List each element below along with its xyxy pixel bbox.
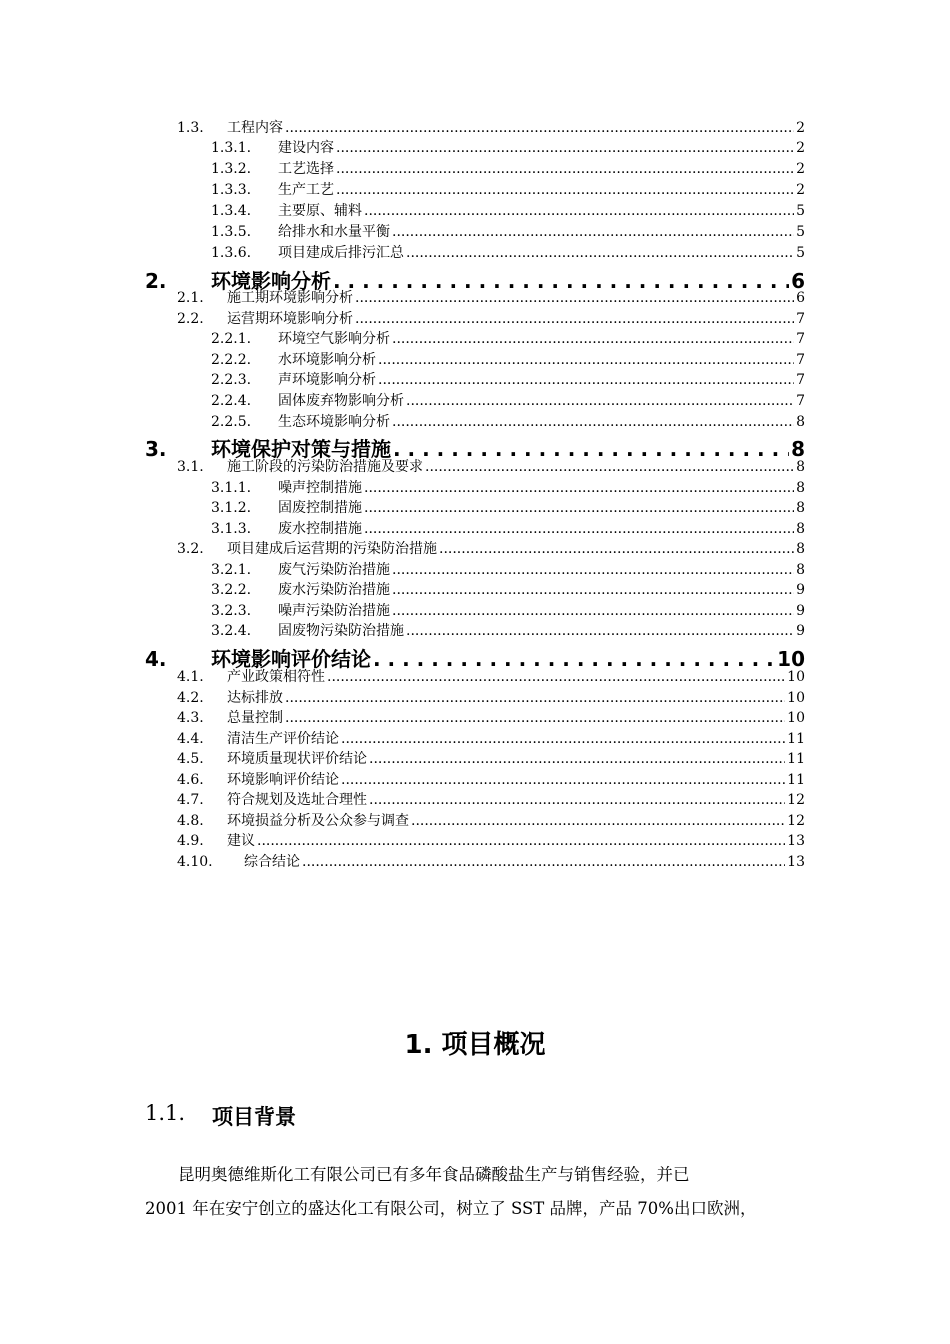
toc-dot-leader <box>392 603 794 619</box>
toc-entry-number: 2.2.5. <box>211 414 252 430</box>
toc-entry-number: 3.2. <box>177 541 204 557</box>
toc-entry-title: 工艺选择 <box>278 161 334 177</box>
toc-entry[interactable] <box>177 789 805 809</box>
toc-entry-title: 达标排放 <box>227 690 283 706</box>
toc-entry[interactable] <box>211 369 805 389</box>
toc-dot-leader <box>341 772 785 788</box>
toc-entry-number: 3.2.4. <box>211 623 252 639</box>
toc-entry-number: 1.3.4. <box>211 203 252 219</box>
toc-page-number: 7 <box>796 352 805 368</box>
toc-entry-number: 1.3.1. <box>211 140 252 156</box>
toc-page-number: 11 <box>787 731 805 747</box>
toc-entry[interactable] <box>211 600 805 620</box>
toc-entry-title: 环境空气影响分析 <box>278 331 390 347</box>
toc-entry-number: 4.7. <box>177 792 204 808</box>
toc-dot-leader <box>369 751 785 767</box>
toc-entry-title: 施工期环境影响分析 <box>227 290 353 306</box>
toc-page-number: 6 <box>791 269 805 293</box>
toc-page-number: 7 <box>796 311 805 327</box>
toc-page-number: 9 <box>796 603 805 619</box>
toc-entry-number: 1.3.6. <box>211 245 252 261</box>
toc-page-number: 2 <box>796 120 805 136</box>
toc-entry-number: 2.2.1. <box>211 331 252 347</box>
toc-entry-title: 总量控制 <box>227 710 283 726</box>
toc-entry[interactable] <box>177 666 805 686</box>
toc-page-number: 12 <box>787 813 805 829</box>
toc-entry-title: 建议 <box>227 833 255 849</box>
toc-page-number: 10 <box>787 690 805 706</box>
toc-entry-number: 4.5. <box>177 751 204 767</box>
toc-entry-title: 项目建成后运营期的污染防治措施 <box>227 541 437 557</box>
toc-entry-number: 2.2.3. <box>211 372 252 388</box>
toc-entry[interactable] <box>211 158 805 178</box>
toc-entry[interactable] <box>211 137 805 157</box>
toc-entry-title: 噪声污染防治措施 <box>278 603 390 619</box>
toc-dot-leader <box>285 690 785 706</box>
toc-entry-title: 声环境影响分析 <box>278 372 376 388</box>
toc-dot-leader <box>378 352 794 368</box>
toc-dot-leader <box>336 161 794 177</box>
toc-entry[interactable] <box>177 287 805 307</box>
toc-page-number: 5 <box>796 224 805 240</box>
toc-dot-leader <box>327 669 785 685</box>
toc-entry[interactable] <box>177 687 805 707</box>
toc-dot-leader <box>285 120 794 136</box>
section-title: 项目背景 <box>212 1105 296 1129</box>
toc-dot-leader <box>364 500 794 516</box>
toc-entry-number: 4. <box>145 647 167 671</box>
toc-entry[interactable] <box>177 538 805 558</box>
toc-entry[interactable] <box>211 349 805 369</box>
body-paragraph-line-1: 昆明奥德维斯化工有限公司已有多年食品磷酸盐生产与销售经验，并已 <box>178 1165 690 1184</box>
toc-dot-leader <box>364 521 794 537</box>
toc-page-number: 12 <box>787 792 805 808</box>
toc-page-number: 11 <box>787 772 805 788</box>
toc-page-number: 8 <box>796 459 805 475</box>
toc-entry-number: 4.6. <box>177 772 204 788</box>
toc-entry-title: 废气污染防治措施 <box>278 562 390 578</box>
toc-entry-title: 废水污染防治措施 <box>278 582 390 598</box>
toc-entry[interactable] <box>177 308 805 328</box>
toc-entry-number: 1.3.2. <box>211 161 252 177</box>
toc-entry-number: 2.2. <box>177 311 204 327</box>
toc-entry[interactable] <box>177 769 805 789</box>
toc-dot-leader <box>302 854 785 870</box>
toc-entry-number: 4.9. <box>177 833 204 849</box>
toc-page-number: 6 <box>796 290 805 306</box>
toc-dot-leader <box>257 833 785 849</box>
toc-entry-number: 1.3.3. <box>211 182 252 198</box>
toc-entry-title: 生态环境影响分析 <box>278 414 390 430</box>
toc-entry-number: 3.1.3. <box>211 521 252 537</box>
toc-page-number: 8 <box>796 480 805 496</box>
section-number: 1.1. <box>145 1101 186 1125</box>
toc-page-number: 8 <box>796 521 805 537</box>
toc-dot-leader <box>406 623 794 639</box>
toc-entry-number: 4.10. <box>177 854 213 870</box>
toc-entry[interactable] <box>211 579 805 599</box>
toc-entry-number: 3. <box>145 437 167 461</box>
toc-page-number: 13 <box>787 833 805 849</box>
toc-entry-number: 1.3. <box>177 120 204 136</box>
toc-entry-title: 环境影响评价结论 <box>211 647 371 671</box>
toc-entry-title: 水环境影响分析 <box>278 352 376 368</box>
toc-entry[interactable] <box>177 707 805 727</box>
toc-page-number: 11 <box>787 751 805 767</box>
toc-page-number: 5 <box>796 203 805 219</box>
toc-entry-number: 3.2.2. <box>211 582 252 598</box>
toc-dot-leader <box>411 813 785 829</box>
toc-entry-title: 环境影响分析 <box>211 269 331 293</box>
toc-dot-leader <box>392 331 794 347</box>
toc-entry-title: 固废控制措施 <box>278 500 362 516</box>
toc-dot-leader <box>336 140 794 156</box>
toc-entry[interactable] <box>211 497 805 517</box>
toc-page-number: 8 <box>791 437 805 461</box>
toc-page-number: 10 <box>777 647 805 671</box>
toc-dot-leader <box>364 480 794 496</box>
toc-dot-leader <box>369 792 785 808</box>
toc-entry-title: 给排水和水量平衡 <box>278 224 390 240</box>
toc-dot-leader <box>355 290 794 306</box>
toc-entry-title: 生产工艺 <box>278 182 334 198</box>
toc-entry[interactable] <box>211 518 805 538</box>
toc-entry-title: 环境质量现状评价结论 <box>227 751 367 767</box>
toc-entry-number: 4.4. <box>177 731 204 747</box>
toc-entry-number: 4.2. <box>177 690 204 706</box>
toc-entry-title: 主要原、辅料 <box>278 203 362 219</box>
toc-dot-leader <box>336 182 794 198</box>
toc-dot-leader <box>378 372 794 388</box>
toc-entry-title: 施工阶段的污染防治措施及要求 <box>227 459 423 475</box>
toc-entry[interactable] <box>211 477 805 497</box>
section-heading <box>145 1101 296 1131</box>
toc-entry-title: 运营期环境影响分析 <box>227 311 353 327</box>
toc-entry-title: 废水控制措施 <box>278 521 362 537</box>
toc-entry-title: 产业政策相符性 <box>227 669 325 685</box>
toc-entry-title: 环境保护对策与措施 <box>211 437 391 461</box>
toc-entry-title: 项目建成后排污汇总 <box>278 245 404 261</box>
toc-entry-number: 4.1. <box>177 669 204 685</box>
toc-page-number: 10 <box>787 710 805 726</box>
toc-dot-leader <box>392 414 794 430</box>
toc-page-number: 7 <box>796 372 805 388</box>
toc-entry[interactable] <box>177 851 805 871</box>
toc-entry[interactable] <box>177 728 805 748</box>
toc-dot-leader <box>341 731 785 747</box>
toc-dot-leader <box>439 541 794 557</box>
toc-entry-number: 4.8. <box>177 813 204 829</box>
toc-entry-number: 2.2.4. <box>211 393 252 409</box>
toc-entry-title: 符合规划及选址合理性 <box>227 792 367 808</box>
toc-page-number: 8 <box>796 541 805 557</box>
toc-page-number: 2 <box>796 140 805 156</box>
toc-entry[interactable] <box>211 411 805 431</box>
toc-entry[interactable] <box>211 390 805 410</box>
toc-entry-number: 4.3. <box>177 710 204 726</box>
toc-dot-leader <box>355 311 794 327</box>
toc-entry-title: 建设内容 <box>278 140 334 156</box>
chapter-heading: 1. 项目概况 <box>404 1030 546 1060</box>
toc-page-number: 10 <box>787 669 805 685</box>
toc-entry[interactable] <box>211 242 805 262</box>
toc-entry[interactable] <box>177 117 805 137</box>
toc-entry-title: 清洁生产评价结论 <box>227 731 339 747</box>
toc-entry[interactable] <box>177 810 805 830</box>
toc-page-number: 9 <box>796 582 805 598</box>
toc-dot-leader <box>392 224 794 240</box>
body-paragraph-line-2: 2001 年在安宁创立的盛达化工有限公司，树立了 SST 品牌，产品 70%出口欧洲， <box>145 1199 757 1218</box>
toc-entry-title: 固废物污染防治措施 <box>278 623 404 639</box>
toc-page-number: 8 <box>796 562 805 578</box>
toc-entry-number: 2.1. <box>177 290 204 306</box>
toc-dot-leader <box>285 710 785 726</box>
toc-page-number: 7 <box>796 331 805 347</box>
toc-entry-title: 综合结论 <box>244 854 300 870</box>
toc-page-number: 8 <box>796 500 805 516</box>
toc-dot-leader <box>425 459 794 475</box>
toc-entry-number: 2.2.2. <box>211 352 252 368</box>
toc-entry[interactable] <box>177 830 805 850</box>
toc-entry-title: 噪声控制措施 <box>278 480 362 496</box>
toc-entry-number: 3.2.1. <box>211 562 252 578</box>
toc-entry[interactable] <box>211 328 805 348</box>
toc-page-number: 2 <box>796 161 805 177</box>
toc-page-number: 8 <box>796 414 805 430</box>
toc-entry-number: 3.1.2. <box>211 500 252 516</box>
toc-page-number: 2 <box>796 182 805 198</box>
toc-entry[interactable] <box>211 179 805 199</box>
toc-page-number: 5 <box>796 245 805 261</box>
toc-entry[interactable] <box>211 200 805 220</box>
toc-dot-leader <box>406 393 794 409</box>
toc-dot-leader <box>392 562 794 578</box>
toc-entry[interactable] <box>211 620 805 640</box>
toc-dot-leader <box>392 582 794 598</box>
toc-entry[interactable] <box>177 456 805 476</box>
toc-dot-leader <box>406 245 794 261</box>
toc-entry-number: 2. <box>145 269 167 293</box>
toc-dot-leader <box>364 203 794 219</box>
toc-entry-title: 环境损益分析及公众参与调查 <box>227 813 409 829</box>
toc-entry[interactable] <box>211 559 805 579</box>
toc-page-number: 9 <box>796 623 805 639</box>
toc-entry-title: 固体废弃物影响分析 <box>278 393 404 409</box>
toc-entry-number: 3.1.1. <box>211 480 252 496</box>
toc-entry-title: 环境影响评价结论 <box>227 772 339 788</box>
toc-entry-title: 工程内容 <box>227 120 283 136</box>
toc-page-number: 13 <box>787 854 805 870</box>
toc-entry[interactable] <box>211 221 805 241</box>
toc-entry[interactable] <box>177 748 805 768</box>
toc-entry-number: 3.1. <box>177 459 204 475</box>
toc-page-number: 7 <box>796 393 805 409</box>
toc-entry-number: 3.2.3. <box>211 603 252 619</box>
toc-entry-number: 1.3.5. <box>211 224 252 240</box>
